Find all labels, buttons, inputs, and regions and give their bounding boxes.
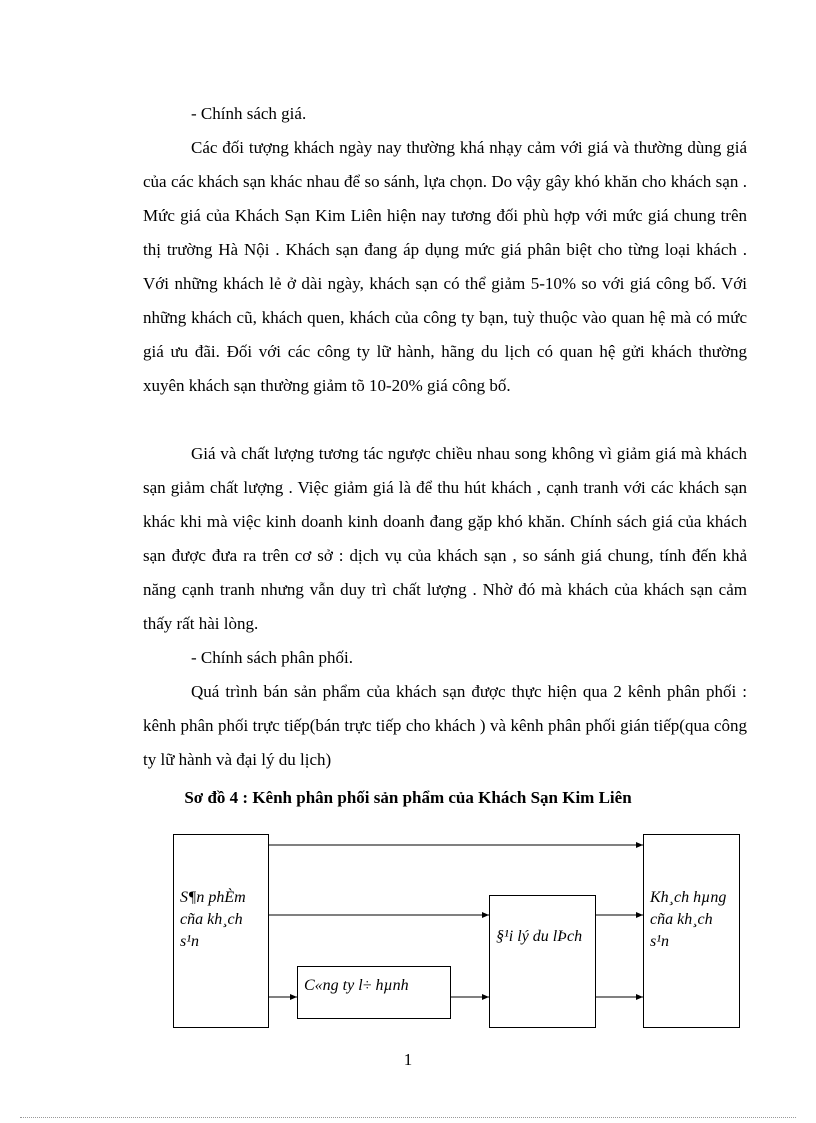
diagram-title: Sơ đồ 4 : Kênh phân phối sản phẩm của Khách Sạn Kim Liên bbox=[184, 788, 632, 807]
page-number: 1 bbox=[403, 1050, 413, 1069]
paragraph-price-sensitivity: Các đối tượng khách ngày nay thường khá nhạy cảm với giá và thường dùng giá của các khách sạn khác nhau để so sánh, lựa chọn. Do vậy gây khó khăn cho khách sạn . Mức giá của Khách Sạn Kim Liên hiện nay tương đối phù hợp với mức giá chung trên thị trường Hà Nội . Khách sạn đang áp dụng mức giá phân biệt cho từng loại khách . Với những khách lẻ ở dài ngày, khách sạn có thể giảm 5-10% so với giá công bố. Với những khách cũ, khách quen, khách của công ty bạn, tuỳ thuộc vào quan hệ mà có mức giá ưu đãi. Đối với các công ty lữ hành, hãng du lịch có quan hệ gửi khách thường xuyên khách sạn thường giảm tõ 10-20% giá công bố. bbox=[143, 138, 747, 395]
paragraph-price-quality: Giá và chất lượng tương tác ngược chiều nhau song không vì giảm giá mà khách sạn giảm chất lượng . Việc giảm giá là để thu hút khách , cạnh tranh với các khách sạn khác khi mà việc kinh doanh kinh doanh đang gặp khó khăn. Chính sách giá của khách sạn được đưa ra trên cơ sở : dịch vụ của khách sạn , so sánh giá chung, tính đến khả năng cạnh tranh nhưng vẫn duy trì chất lượng . Nhờ đó mà khách của khách sạn cảm thấy rất hài lòng. bbox=[143, 444, 747, 633]
box-hotel-product: S¶n phÈm cña kh¸ch s¹n bbox=[173, 834, 269, 1028]
section-heading-price-policy: - Chính sách giá. bbox=[191, 104, 307, 123]
paragraph-distribution-channels: Quá trình bán sản phẩm của khách sạn được thực hiện qua 2 kênh phân phối : kênh phân phối trực tiếp(bán trực tiếp cho khách ) và kênh phân phối gián tiếp(qua công ty lữ hành và đại lý du lịch) bbox=[143, 682, 747, 769]
page-bottom-border bbox=[20, 1117, 796, 1118]
box-hotel-customer: Kh¸ch hµng cña kh¸ch s¹n bbox=[643, 834, 740, 1028]
box-travel-agency: §¹i lý du lÞch bbox=[489, 895, 596, 1028]
section-heading-distribution-policy: - Chính sách phân phối. bbox=[191, 648, 353, 667]
box-tour-company: C«ng ty l÷ hµnh bbox=[297, 966, 451, 1019]
